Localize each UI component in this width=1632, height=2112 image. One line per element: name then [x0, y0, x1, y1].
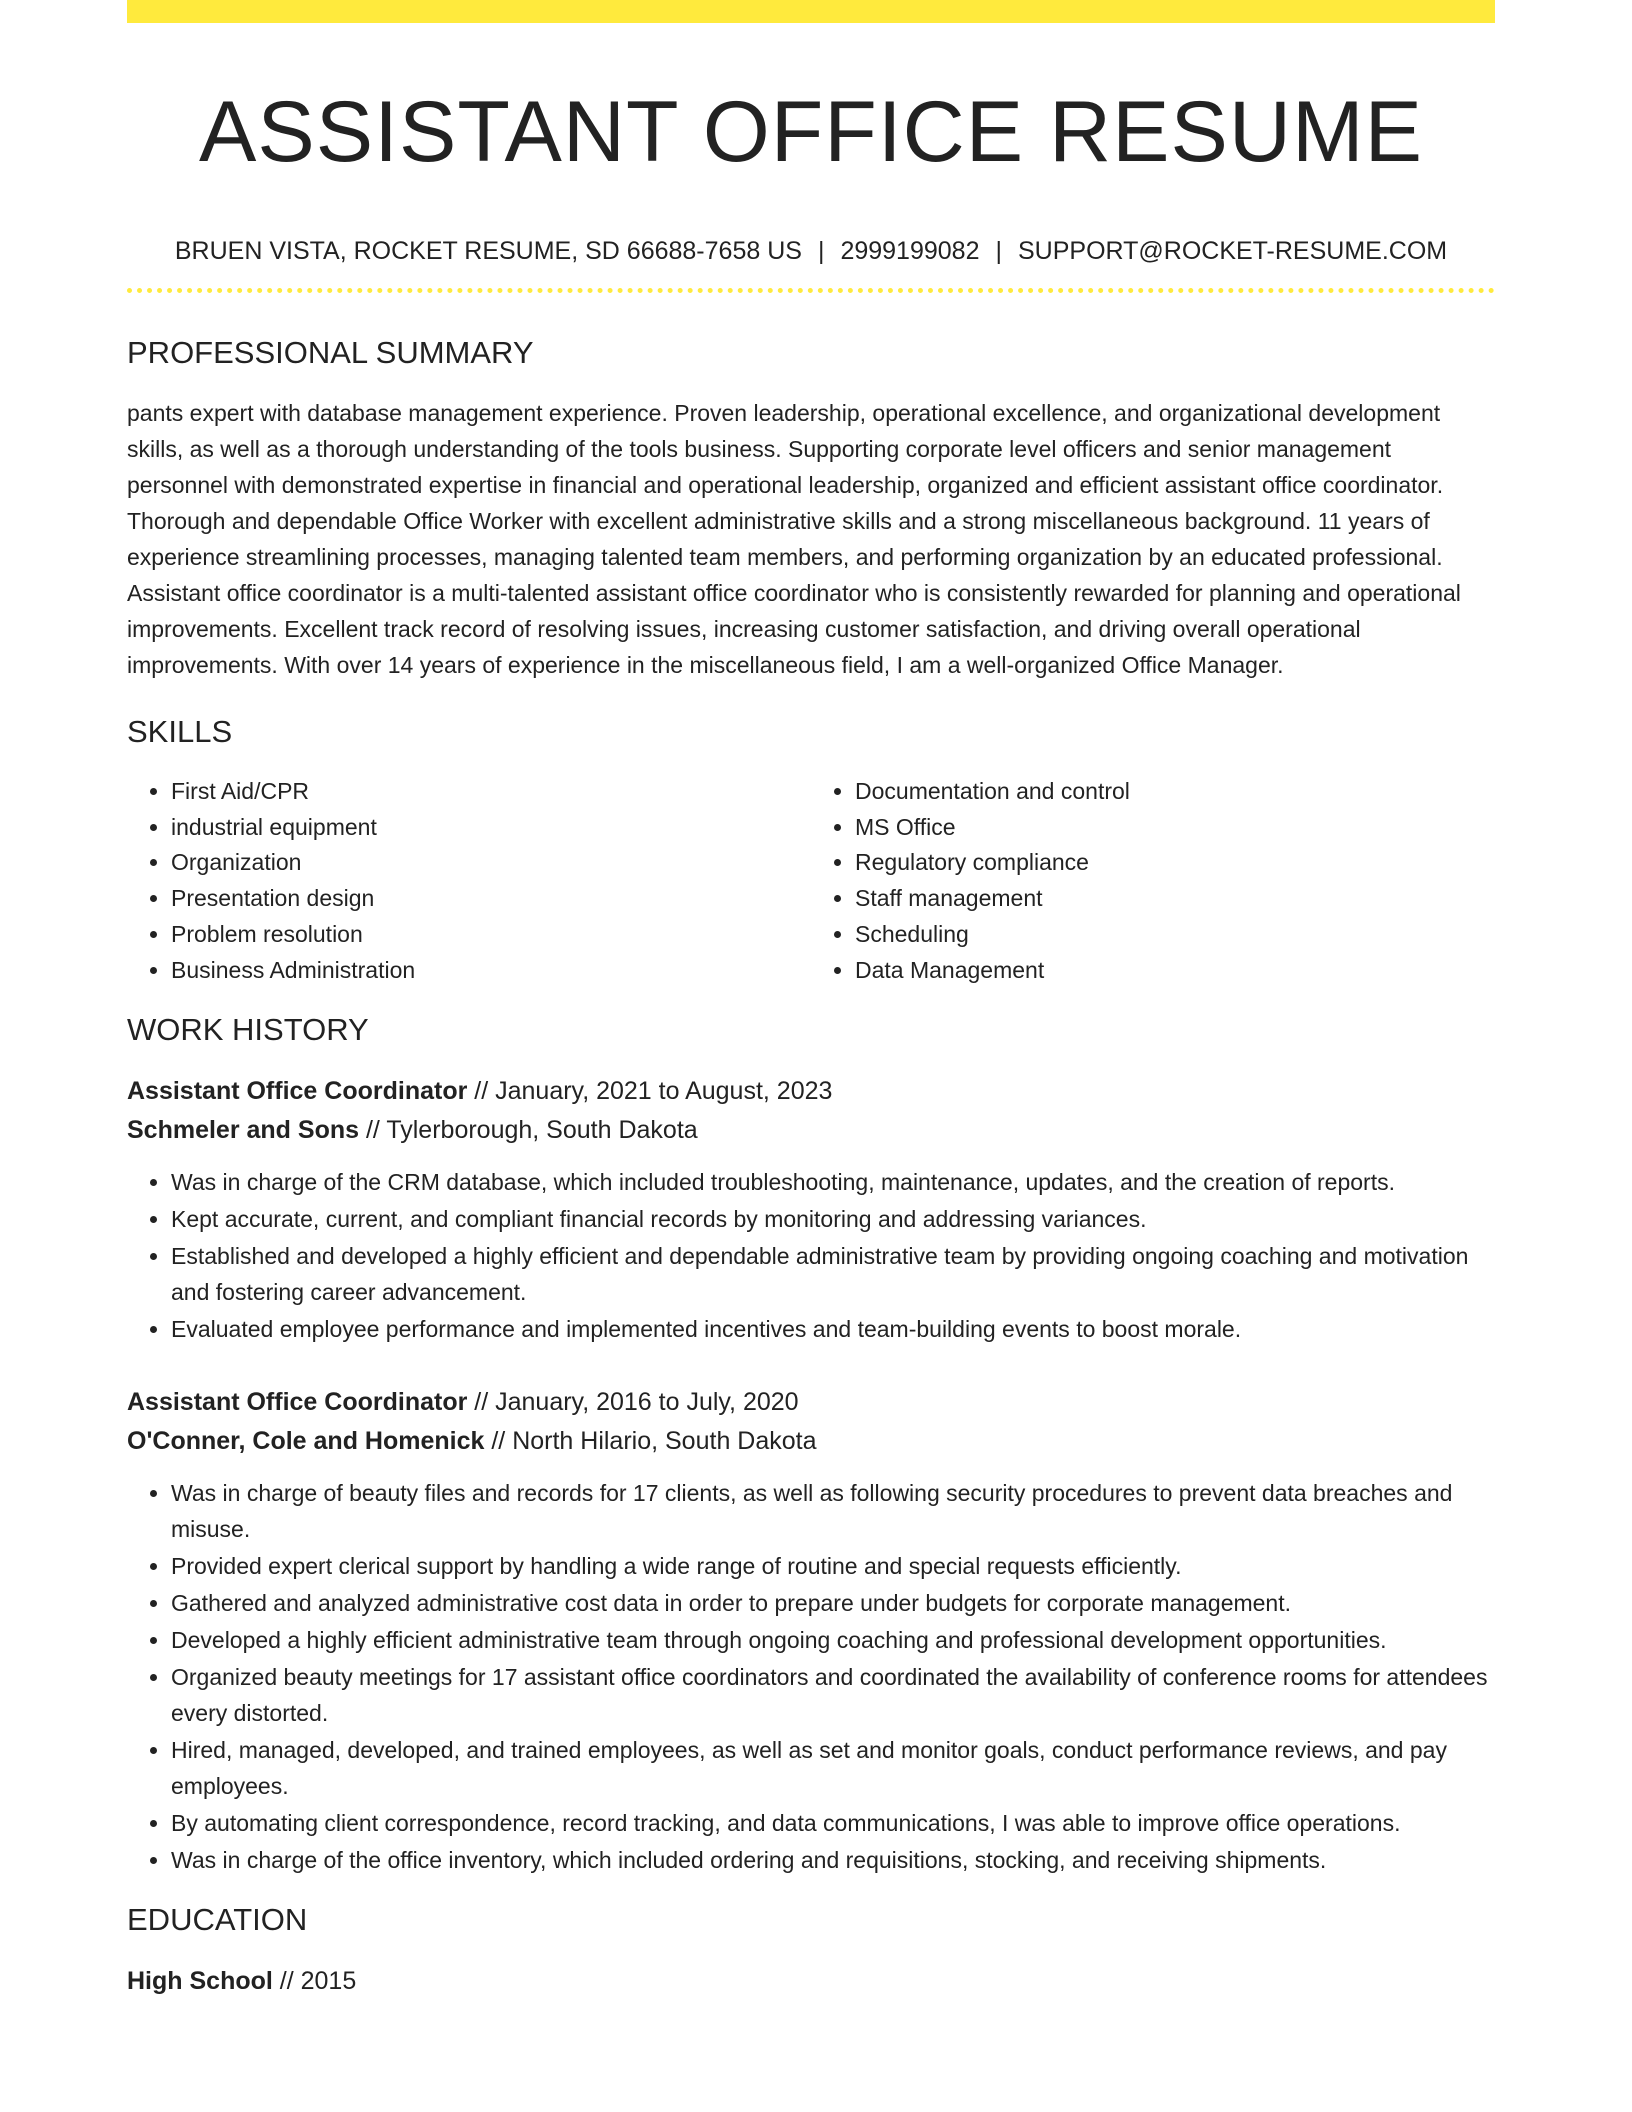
job-bullet: • Was in charge of beauty files and records for 17 clients, as well as following security procedures to prevent data breaches and misuse. — [171, 1475, 1495, 1547]
skill-item: • industrial equipment — [171, 810, 811, 846]
contact-address: BRUEN VISTA, ROCKET RESUME, SD 66688-7658 US — [174, 237, 802, 265]
job-bullet: • Established and developed a highly efficient and dependable administrative team by providing ongoing coaching and motivation and fostering career advancement. — [171, 1238, 1495, 1310]
skill-item: • Documentation and control — [855, 774, 1495, 810]
job-dates: // January, 2021 to August, 2023 — [467, 1077, 833, 1106]
job-bullet: • Gathered and analyzed administrative cost data in order to prepare under budgets for corporate management. — [171, 1585, 1495, 1621]
job-bullet: • Was in charge of the CRM database, which included troubleshooting, maintenance, updates, and the creation of reports. — [171, 1164, 1495, 1200]
section-title-work-history: WORK HISTORY — [127, 1012, 369, 1048]
job-title-line — [127, 1383, 1495, 1422]
skill-item: • First Aid/CPR — [171, 774, 811, 810]
job-location: // Tylerborough, South Dakota — [359, 1116, 698, 1145]
job-bullet: • Evaluated employee performance and implemented incentives and team-building events to boost morale. — [171, 1311, 1495, 1347]
skill-item: • Business Administration — [171, 953, 811, 989]
skill-item: • MS Office — [855, 810, 1495, 846]
contact-phone: 2999199082 — [840, 237, 980, 265]
contact-separator: | — [995, 237, 1002, 265]
skills-list-right — [811, 774, 1495, 988]
skills-list-left — [127, 774, 811, 988]
skill-item: • Regulatory compliance — [855, 845, 1495, 881]
job-bullet: • Kept accurate, current, and compliant financial records by monitoring and addressing variances. — [171, 1201, 1495, 1237]
summary-text: pants expert with database management experience. Proven leadership, operational excellence, and organizational development skills, as well as a thorough understanding of the tools business. Supporting corporate level officers and senior management personnel with demonstrated expertise in financial and operational leadership, organized and efficient assistant office coordinator. Thorough and dependable Office Worker with excellent administrative skills and a strong miscellaneous background. 11 years of experience streamlining processes, managing talented team members, and performing organization by an educated professional. Assistant office coordinator is a multi-talented assistant office coordinator who is consistently rewarded for planning and operational improvements. Excellent track record of resolving issues, increasing customer satisfaction, and driving overall operational improvements. With over 14 years of experience in the miscellaneous field, I am a well-organized Office Manager. — [127, 400, 1461, 678]
section-title-education: EDUCATION — [127, 1902, 308, 1938]
education-entry — [127, 1962, 1495, 2001]
contact-email: SUPPORT@ROCKET-RESUME.COM — [1017, 237, 1448, 265]
section-title-skills: SKILLS — [127, 714, 233, 749]
job-dates: // January, 2016 to July, 2020 — [467, 1388, 799, 1417]
skill-item: • Problem resolution — [171, 917, 811, 953]
job-bullets — [127, 1164, 1495, 1347]
skills-grid — [127, 774, 1495, 988]
job-bullet: • By automating client correspondence, record tracking, and data communications, I was able to improve office operations. — [171, 1805, 1495, 1841]
skill-item: • Scheduling — [855, 917, 1495, 953]
section-title-summary: PROFESSIONAL SUMMARY — [127, 335, 534, 370]
job-role: Assistant Office Coordinator — [127, 1388, 468, 1417]
job-bullet: • Developed a highly efficient administrative team through ongoing coaching and professional development opportunities. — [171, 1622, 1495, 1658]
education-degree: High School — [127, 1967, 273, 1996]
job-bullet: • Provided expert clerical support by handling a wide range of routine and special requests efficiently. — [171, 1548, 1495, 1584]
job-location: // North Hilario, South Dakota — [484, 1427, 817, 1456]
education-year: // 2015 — [272, 1967, 357, 1996]
job-bullet: • Was in charge of the office inventory, which included ordering and requisitions, stocking, and receiving shipments. — [171, 1842, 1495, 1878]
accent-top-bar — [127, 0, 1495, 23]
job-role: Assistant Office Coordinator — [127, 1077, 468, 1106]
job-bullets — [127, 1475, 1495, 1878]
job-company: Schmeler and Sons — [127, 1116, 360, 1145]
job-company-line — [127, 1422, 1495, 1461]
resume-page — [127, 0, 1495, 2001]
job-entry — [127, 1383, 1495, 1878]
dotted-divider — [127, 288, 1495, 293]
skill-item: • Presentation design — [171, 881, 811, 917]
job-title-line — [127, 1072, 1495, 1111]
skill-item: • Data Management — [855, 953, 1495, 989]
skill-item: • Organization — [171, 845, 811, 881]
contact-separator: | — [817, 237, 825, 265]
skill-item: • Staff management — [855, 881, 1495, 917]
job-company-line — [127, 1111, 1495, 1150]
job-company: O'Conner, Cole and Homenick — [127, 1427, 485, 1456]
job-entry — [127, 1072, 1495, 1347]
job-bullet: • Hired, managed, developed, and trained employees, as well as set and monitor goals, conduct performance reviews, and pay employees. — [171, 1732, 1495, 1804]
resume-title: ASSISTANT OFFICE RESUME — [199, 84, 1423, 180]
contact-line — [127, 234, 1495, 268]
job-bullet: • Organized beauty meetings for 17 assistant office coordinators and coordinated the availability of conference rooms for attendees every distorted. — [171, 1659, 1495, 1731]
